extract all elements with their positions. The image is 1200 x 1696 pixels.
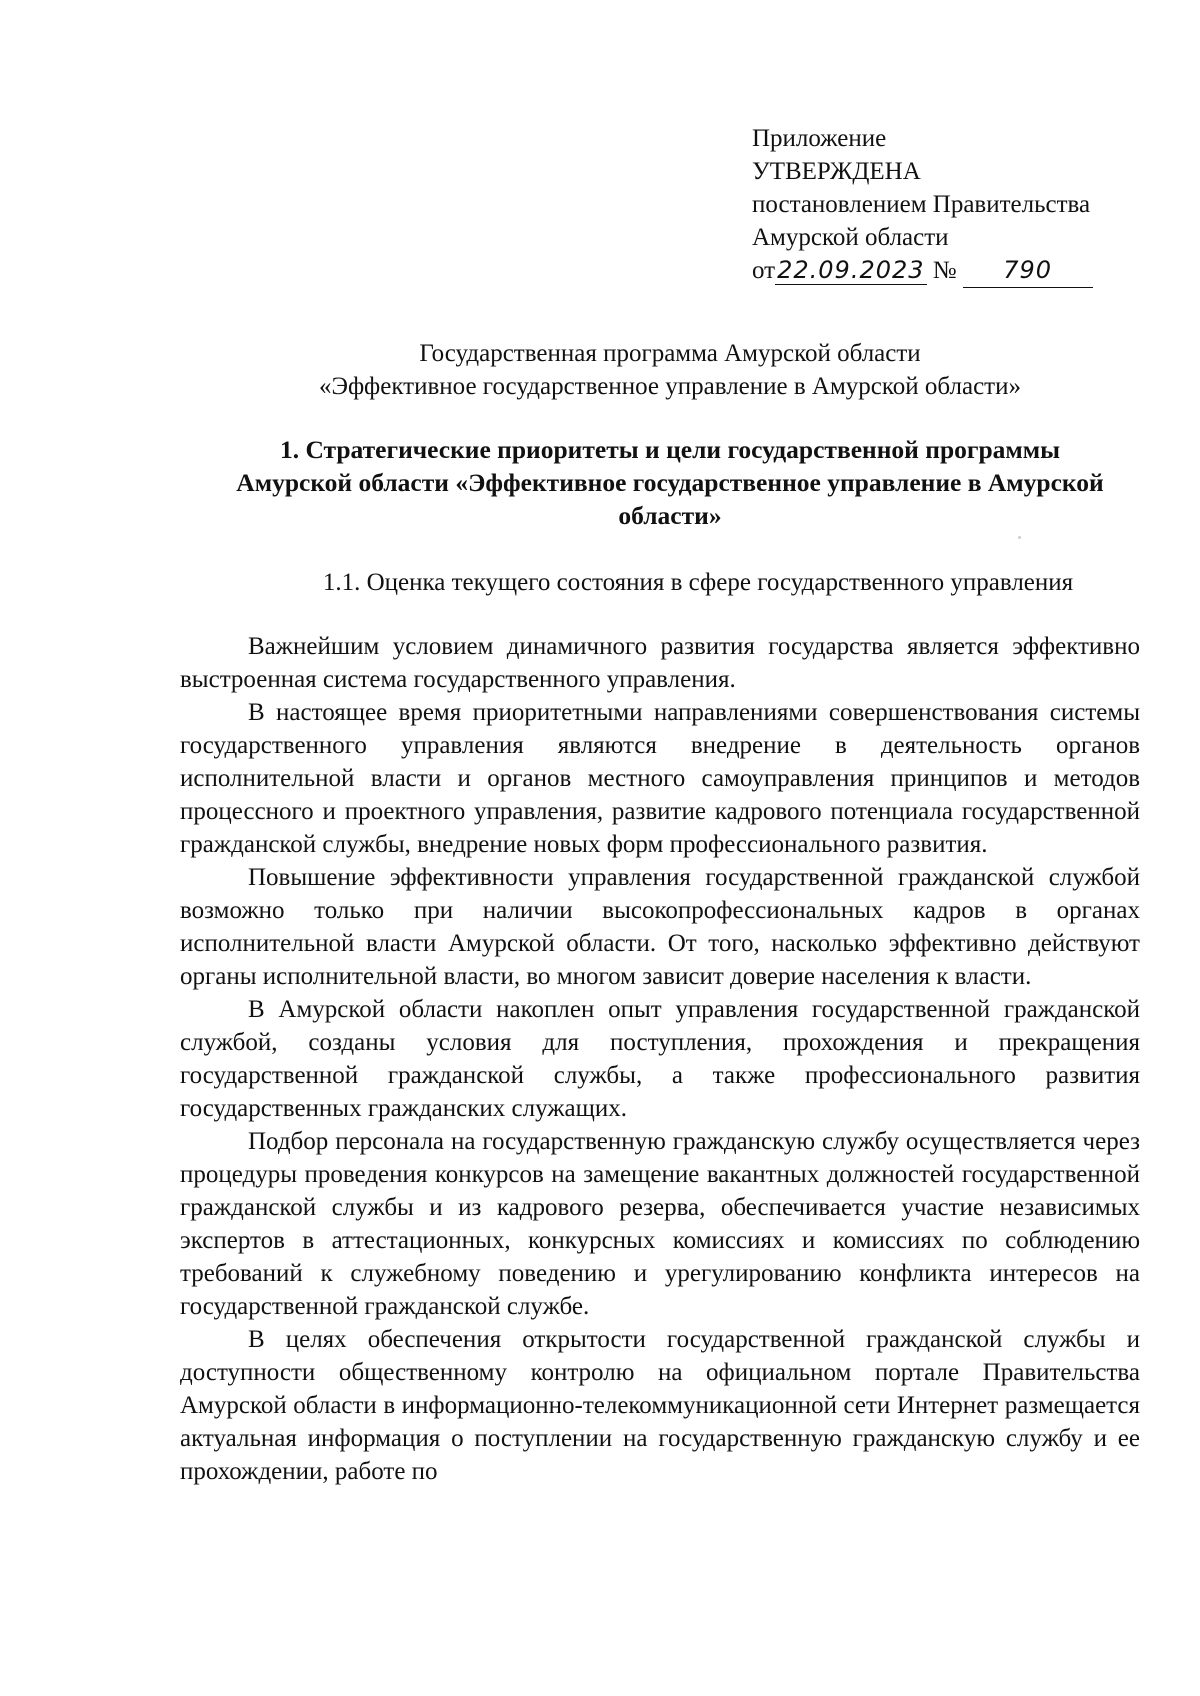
program-title-line: «Эффективное государственное управление в Амурской области» — [319, 373, 1021, 400]
section-heading-line: 1. Стратегические приоритеты и цели государственной программы — [279, 435, 1061, 464]
body-paragraph: Повышение эффективности управления государственной гражданской службой возможно только при наличии высокопрофессиональных кадров в органах исполнительной власти Амурской области. От того, насколько эффективно действуют органы исполнительной власти, во многом зависит доверие населения к власти. — [180, 864, 1140, 990]
body-paragraph: В настоящее время приоритетными направлениями совершенствования системы государственного управления являются внедрение в деятельность органов исполнительной власти и органов местного самоуправления принципов и методов процессного и проектного управления, развитие кадрового потенциала государственной гражданской службы, внедрение новых форм профессионального развития. — [180, 699, 1140, 858]
approval-status: УТВЕРЖДЕНА — [752, 158, 921, 185]
section-heading — [170, 433, 1170, 532]
approval-appendix-label: Приложение — [752, 125, 887, 152]
body-paragraph: Подбор персонала на государственную гражданскую службу осуществляется через процедуры проведения конкурсов на замещение вакантных должностей государственной гражданской службы и из кадрового резерва, обеспечивается участие независимых экспертов в аттестационных, конкурсных комиссиях и комиссиях по соблюдению требований к служебному поведению и урегулированию конфликта интересов на государственной гражданской службе. — [180, 1128, 1140, 1320]
body-paragraph: В Амурской области накоплен опыт управления государственной гражданской службой, созданы условия для поступления, прохождения и прекращения государственной гражданской службы, а также профессионального развития государственных гражданских служащих. — [180, 996, 1140, 1122]
number-prefix: № — [932, 257, 957, 284]
approval-date-number-line — [752, 254, 1093, 288]
body-paragraph: Важнейшим условием динамичного развития государства является эффективно выстроенная система государственного управления. — [180, 633, 1140, 693]
handwritten-date: 22.09.2023 — [777, 256, 925, 284]
section-heading-line: области» — [618, 501, 722, 530]
approval-authority: постановлением Правительства — [752, 191, 1091, 218]
section-heading-line: Амурской области «Эффективное государственное управление в Амурской — [236, 468, 1104, 497]
document-body — [180, 630, 1140, 1488]
approval-region: Амурской области — [752, 224, 949, 251]
program-title-line: Государственная программа Амурской области — [419, 340, 921, 367]
subsection-heading: 1.1. Оценка текущего состояния в сфере государственного управления — [322, 569, 1074, 596]
scan-dot — [1018, 536, 1021, 539]
body-paragraph: В целях обеспечения открытости государственной гражданской службы и доступности общественному контролю на официальном портале Правительства Амурской области в информационно-телекоммуникационной сети Интернет размещается актуальная информация о поступлении на государственную гражданскую службу и ее прохождении, работе по — [180, 1326, 1140, 1485]
program-title — [170, 337, 1170, 403]
date-prefix: от — [752, 257, 776, 284]
handwritten-number: 790 — [963, 254, 1093, 288]
approval-block — [752, 122, 1093, 288]
